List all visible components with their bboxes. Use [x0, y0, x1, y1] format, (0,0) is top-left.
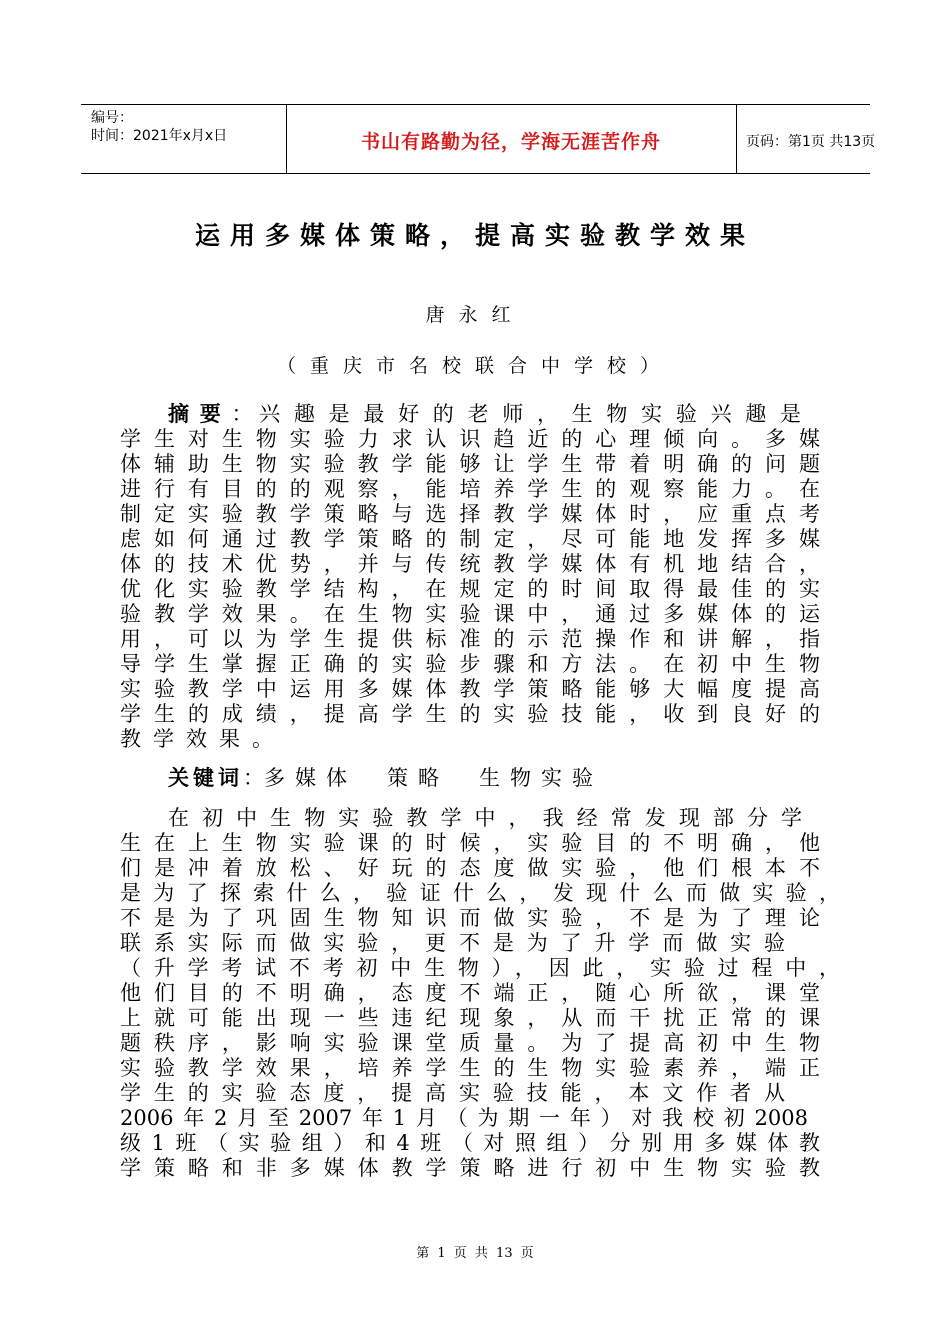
- abstract-line: 兴趣是最好的老师，生物实验兴趣是: [259, 402, 809, 426]
- page-footer: 第 1 页 共 13 页: [416, 1246, 534, 1261]
- body-line: 上就可能出现一些违纪现象，从而干扰正常的课: [120, 1006, 820, 1030]
- abstract-line: 学生对生物实验力求认识趋近的心理倾向。多媒: [120, 427, 820, 451]
- body-line: 级1班（实验组）和4班（对照组）分别用多媒体教: [120, 1131, 820, 1155]
- abstract-line: 体的技术优势，并与传统教学媒体有机地结合，: [120, 552, 820, 576]
- abstract-line: 优化实验教学结构，在规定的时间取得最佳的实: [120, 577, 820, 601]
- abstract-line: 实验教学中运用多媒体教学策略能够大幅度提高: [120, 677, 820, 701]
- body-line: 不是为了巩固生物知识而做实验，不是为了理论: [120, 906, 820, 930]
- body-line: 学生的实验态度，提高实验技能，本文作者从: [120, 1081, 785, 1105]
- body-line: 他们目的不明确，态度不端正，随心所欲，课堂: [120, 981, 820, 1005]
- abstract-line: 导学生掌握正确的实验步骤和方法。在初中生物: [120, 652, 820, 676]
- keywords-separator: ：: [243, 766, 264, 790]
- abstract-line: 学生的成绩，提高学生的实验技能，收到良好的: [120, 702, 820, 726]
- keyword-item: 生物实验: [479, 766, 603, 790]
- header-motto-cell: [286, 105, 737, 173]
- body-line: 是为了探索什么，验证什么，发现什么而做实验，: [120, 881, 840, 905]
- header-page-cell: [736, 105, 876, 173]
- body-line: 生在上生物实验课的时候，实验目的不明确，他: [120, 831, 820, 855]
- abstract-first-line: [168, 401, 808, 427]
- abstract-line: 验教学效果。在生物实验课中，通过多媒体的运: [120, 602, 820, 626]
- header-page-code: 页码：第1页 共13页: [746, 134, 876, 150]
- page-header: [81, 104, 876, 174]
- abstract-line: 用，可以为学生提供标准的示范操作和讲解，指: [120, 627, 820, 651]
- abstract-line: 进行有目的的观察，能培养学生的观察能力。在: [120, 477, 820, 501]
- keyword-item: 策略: [387, 766, 449, 790]
- body-line: 实验教学效果，培养学生的生物实验素养，端正: [120, 1056, 820, 1080]
- body-line: 学策略和非多媒体教学策略进行初中生物实验教: [120, 1156, 820, 1180]
- body-line: 题秩序，影响实验课堂质量。为了提高初中生物: [120, 1031, 820, 1055]
- keyword-item: 多媒体: [264, 766, 357, 790]
- body-line: 2006年2月至2007年1月（为期一年）对我校初2008: [120, 1106, 808, 1130]
- abstract-line: 体辅助生物实验教学能够让学生带着明确的问题: [120, 452, 820, 476]
- body-line: 联系实际而做实验，更不是为了升学而做实验: [120, 931, 785, 955]
- header-info-cell: [81, 105, 287, 173]
- header-motto: 书山有路勤为径，学海无涯苦作舟: [360, 131, 661, 153]
- abstract-line: 教学效果。: [120, 727, 285, 751]
- abstract-label: 摘要: [168, 402, 232, 426]
- author-name: 唐永红: [425, 304, 525, 326]
- keywords-line: [168, 765, 808, 791]
- author-school: （重庆市名校联合中学校）: [276, 355, 673, 377]
- document-time-label: 时间：2021年x月x日: [91, 128, 228, 144]
- document-title: 运用多媒体策略，提高实验教学效果: [194, 221, 755, 250]
- document-number-label: 编号：: [91, 110, 133, 126]
- body-line: 们是冲着放松、好玩的态度做实验，他们根本不: [120, 856, 820, 880]
- body-line: （升学考试不考初中生物），因此，实验过程中，: [120, 956, 840, 980]
- abstract-label-separator: ：: [231, 402, 260, 426]
- abstract-line: 制定实验教学策略与选择教学媒体时，应重点考: [120, 502, 820, 526]
- body-line: 在初中生物实验教学中，我经常发现部分学: [168, 806, 802, 830]
- keywords-label: 关键词: [168, 766, 243, 790]
- abstract-line: 虑如何通过教学策略的制定，尽可能地发挥多媒: [120, 527, 820, 551]
